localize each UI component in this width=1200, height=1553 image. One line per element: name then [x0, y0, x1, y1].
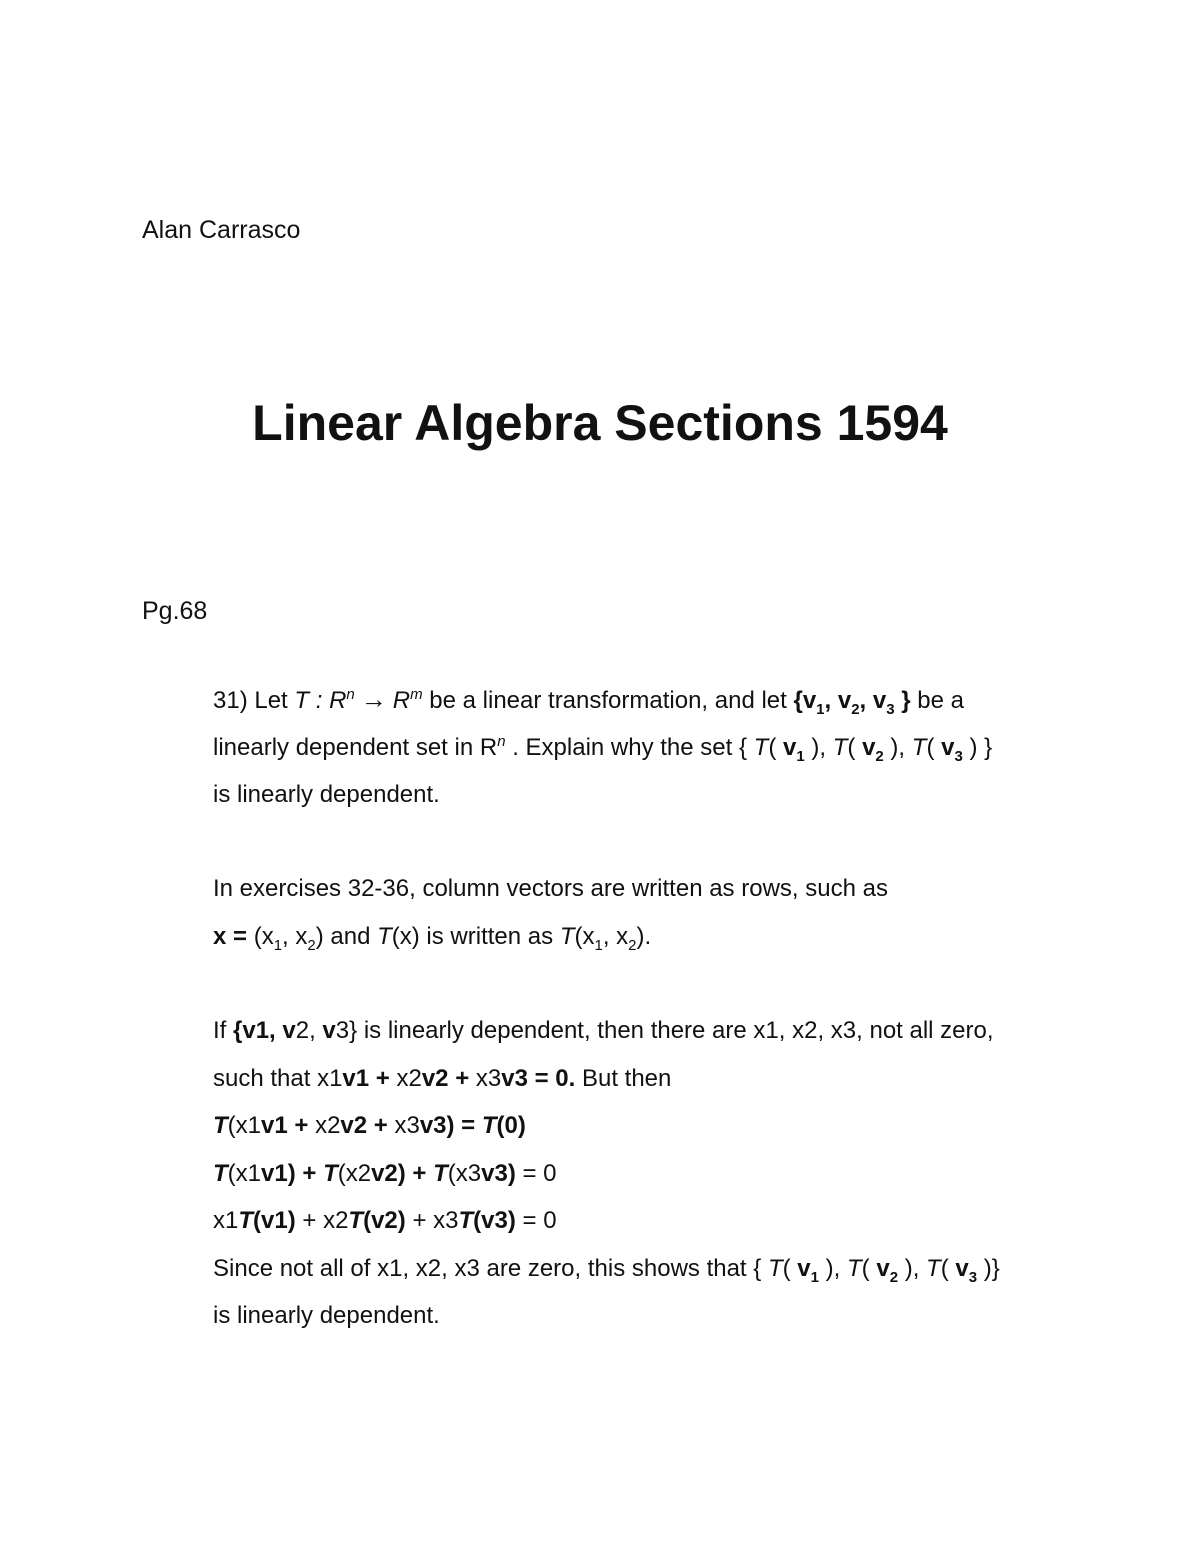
answer-line-5: x1T(v1) + x2T(v2) + x3T(v3) = 0 — [213, 1207, 557, 1234]
arrow-icon: → — [360, 684, 387, 714]
answer-block — [213, 1007, 1073, 1340]
problem-line-1: 31) Let T : $R^n \to R^m$ be a linear transformation, and let {$v_1$, $v_2$, $v_3$ } be a — [213, 684, 964, 718]
problem-line-3: is linearly dependent. — [213, 781, 440, 808]
page-reference: Pg.68 — [142, 597, 208, 625]
author-name: Alan Carrasco — [142, 216, 301, 244]
exercise-note — [213, 865, 1073, 960]
problem-line-2: linearly dependent set in $R^n$ . Explain why the set { T( $v_1$ ), T( $v_2$ ), T( $v_3$ ) } — [213, 732, 993, 765]
answer-line-7: is linearly dependent. — [213, 1302, 440, 1329]
answer-line-2: such that x1v1 + x2v2 + x3v3 = 0. But then — [213, 1064, 672, 1092]
answer-line-3: T(x1v1 + x2v2 + x3v3) = T(0) — [213, 1112, 526, 1139]
problem-statement — [213, 676, 1073, 819]
answer-line-6: Since not all of x1, x2, x3 are zero, this shows that { T( $v_1$ ), T( $v_2$ ), T( $v_3$ )} — [213, 1254, 1000, 1286]
note-line-1: In exercises 32-36, column vectors are written as rows, such as — [213, 875, 888, 902]
page-title: Linear Algebra Sections 1594 — [252, 395, 948, 451]
answer-line-4: T(x1v1) + T(x2v2) + T(x3v3) = 0 — [213, 1159, 557, 1187]
answer-line-1: If {v1, v2, v3} is linearly dependent, then there are x1, x2, x3, not all zero, — [213, 1017, 994, 1044]
note-line-2: $x = (x_1$, $x_2$) and T(x) is written as $T(x_1$, $x_2$). — [213, 922, 652, 954]
